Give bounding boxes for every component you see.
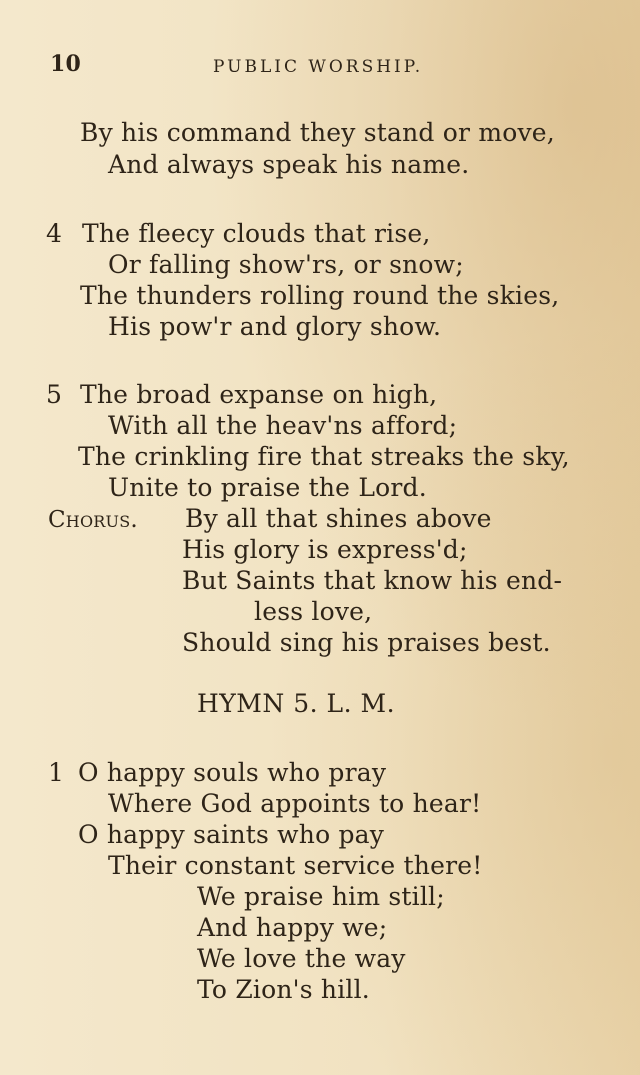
verse-line: Where God appoints to hear! <box>108 789 482 818</box>
chorus-line: His glory is express'd; <box>182 535 468 564</box>
verse-line: We praise him still; <box>197 882 445 911</box>
verse-line: With all the heav'ns afford; <box>108 411 458 440</box>
verse-line: We love the way <box>197 944 406 973</box>
verse-line: By his command they stand or move, <box>80 118 555 147</box>
verse-line: His pow'r and glory show. <box>108 312 442 341</box>
chorus-line: less love, <box>254 597 373 626</box>
chorus-line: Should sing his praises best. <box>182 628 551 657</box>
chorus-line: But Saints that know his end- <box>182 566 563 595</box>
verse-line: O happy saints who pay <box>78 820 385 849</box>
verse-line: Or falling show'rs, or snow; <box>108 250 464 279</box>
hymn-title: HYMN 5. L. M. <box>197 689 396 718</box>
verse-line: To Zion's hill. <box>197 975 370 1004</box>
running-title: PUBLIC WORSHIP. <box>213 57 424 77</box>
page-number: 10 <box>50 51 82 77</box>
verse-line: The broad expanse on high, <box>80 380 438 409</box>
verse-line: Their constant service there! <box>108 851 483 880</box>
verse-line: Unite to praise the Lord. <box>108 473 427 502</box>
verse-line: O happy souls who pray <box>78 758 387 787</box>
verse-line: The fleecy clouds that rise, <box>82 219 431 248</box>
stanza-number: 4 <box>46 219 63 248</box>
chorus-label: Chorus. <box>48 507 138 533</box>
verse-line: The thunders rolling round the skies, <box>80 281 560 310</box>
verse-line: And always speak his name. <box>108 150 470 179</box>
chorus-line: By all that shines above <box>185 504 492 533</box>
verse-line: And happy we; <box>197 913 388 942</box>
stanza-number: 1 <box>48 758 65 787</box>
verse-line: The crinkling fire that streaks the sky, <box>78 442 570 471</box>
stanza-number: 5 <box>46 380 63 409</box>
